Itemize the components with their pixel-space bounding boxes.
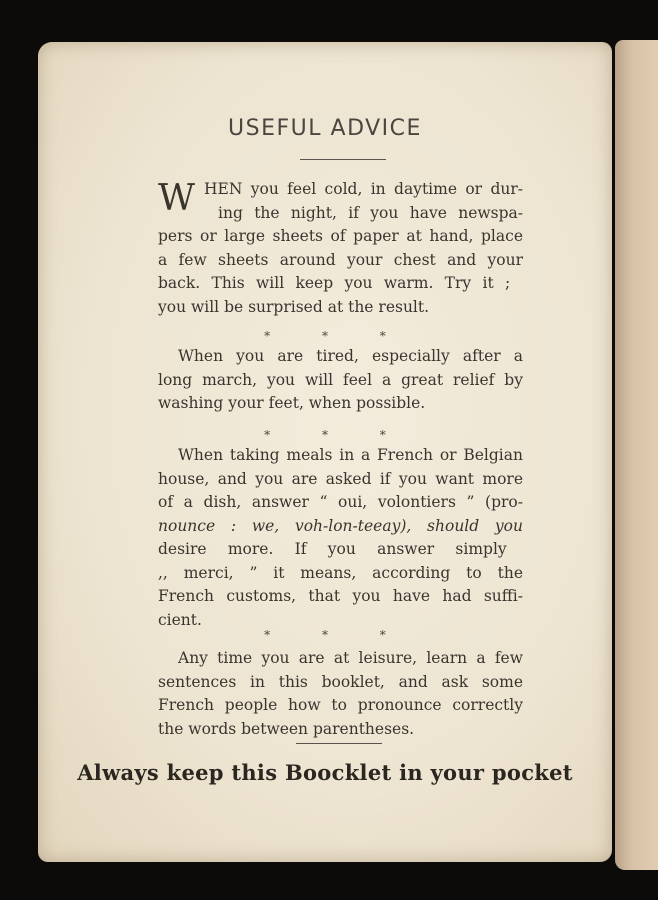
text-line: Any time you are at leisure, learn a few [178, 649, 523, 667]
adjacent-page-edge [615, 40, 658, 870]
text-line: back. This will keep you warm. Try it ; [158, 274, 511, 292]
booklet-page [38, 42, 612, 862]
text-line: When taking meals in a French or Belgian [178, 446, 523, 464]
text-line: house, and you are asked if you want more [158, 469, 523, 488]
paragraph-tired [158, 345, 523, 416]
title-divider [300, 159, 386, 160]
text-line: long march, you will feel a great relief by [158, 370, 523, 389]
paragraph-leisure [158, 647, 523, 741]
text-line: you will be surprised at the result. [158, 297, 430, 316]
text-line: of a dish, answer “ oui, volontiers ” (pro- [158, 493, 523, 511]
text-line: cient. [158, 610, 202, 629]
footer-slogan: Always keep this Boocklet in your pocket [77, 760, 573, 785]
page-title: USEFUL ADVICE [228, 116, 422, 141]
text-line: sentences in this booklet, and ask some [158, 672, 523, 691]
paragraph-cold [158, 178, 523, 319]
text-line: a few sheets around your chest and your [158, 250, 523, 269]
text-line: the words between parentheses. [158, 719, 415, 738]
text-line: French customs, that you have had suffi- [158, 587, 523, 605]
text-line: pers or large sheets of paper at hand, place [158, 227, 523, 245]
text-line: desire more. If you answer simply [158, 540, 507, 558]
text-line: ,, merci, ” it means, according to the [158, 563, 523, 582]
separator-stars: * * * [264, 628, 410, 642]
drop-cap: W [158, 178, 196, 219]
text-line: washing your feet, when possible. [158, 394, 426, 412]
text-line: French people how to pronounce correctly [158, 696, 523, 714]
text-line: HEN you feel cold, in daytime or dur- [204, 180, 523, 198]
text-line: When you are tired, especially after a [178, 347, 523, 365]
paragraph-meals [158, 444, 523, 632]
text-line: nounce : we, voh-lon-teeay), should you [158, 516, 523, 535]
separator-stars: * * * [264, 329, 410, 343]
separator-stars: * * * [264, 428, 410, 442]
footer-divider [296, 743, 382, 744]
text-line: ing the night, if you have newspa- [218, 203, 523, 222]
